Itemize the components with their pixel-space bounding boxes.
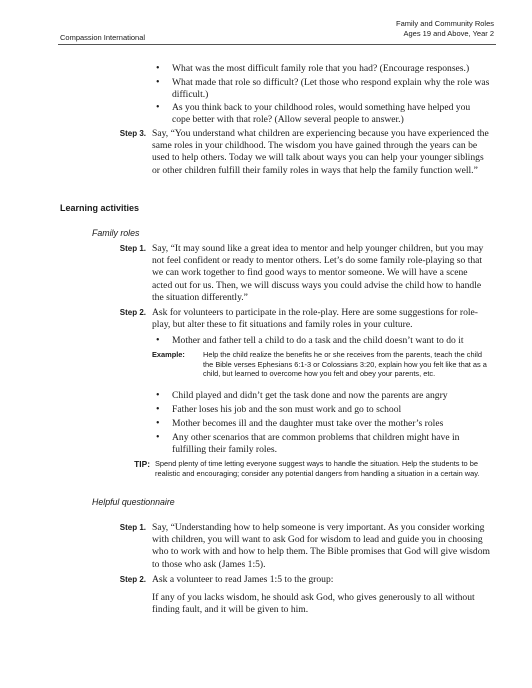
role-play-bullet-4: Mother becomes ill and the daughter must take over the mother’s roles [172,418,444,429]
bullet-icon: • [156,102,160,113]
bullet-icon: • [156,404,160,415]
example-label: Example: [152,350,185,359]
step-label: Step 1. [119,244,146,253]
intro-bullet-1: What was the most difficult family role that you had? (Encourage responses.) [172,63,470,74]
questionnaire-step-1-text: Say, “Understanding how to help someone is very important. As you consider working with children, you will want to ask God for wisdom to lead and guide you in choosing who to work with and how to help them. The Bible promises that God will give wisdom to those who ask (James 1:5). [152,522,490,570]
family-roles-step-1-text: Say, “It may sound like a great idea to mentor and help younger children, but you may not feel confident or ready to mentor others. Let’s do some family role-playing so that we can work together to find good ways to mentor someone. We will have a scene acted out for us. Then, we will discuss ways you could advise the child how to handle the situation differently.” [152,243,484,303]
bullet-icon: • [156,390,160,401]
bullet-icon: • [156,432,160,443]
role-play-bullet-5: Any other scenarios that are common problems that children might have in fulfilling their family roles. [172,432,460,455]
org-name: Compassion International [60,33,146,42]
bullet-icon: • [156,418,160,429]
step-label: Step 3. [119,129,146,138]
intro-bullet-3: As you think back to your childhood roles, would something have helped you cope better with that role? (Allow several people to answer.) [172,102,471,125]
scripture-quote: If any of you lacks wisdom, he should ask God, who gives generously to all without finding fault, and it will be given to him. [152,592,475,616]
intro-bullet-2: What made that role so difficult? (Let those who respond explain why the role was difficult.) [172,77,490,100]
section-heading: Learning activities [60,203,140,213]
title-line-2: Ages 19 and Above, Year 2 [403,29,494,38]
questionnaire-step-2-text: Ask a volunteer to read James 1:5 to the group: [152,574,334,585]
role-play-bullet-3: Father loses his job and the son must work and go to school [172,404,402,415]
bullet-icon: • [156,77,160,88]
bullet-icon: • [156,63,160,74]
subsection-heading: Helpful questionnaire [92,497,175,507]
step-3-text: Say, “You understand what children are experiencing because you have experienced the same roles in your childhood. The wisdom you have gained through the years can be used to help others. Today we will talk about ways you can help your younger siblings or other children fulfill their family roles in ways that help the family function well.” [152,128,489,176]
tip-text: Spend plenty of time letting everyone suggest ways to handle the situation. Help the students to be realistic and encouraging; consider any potential dangers from handling a situation in a certain way. [155,459,480,478]
family-roles-step-2-text: Ask for volunteers to participate in the role-play. Here are some suggestions for role-play, but alter these to fit situations and family roles in your culture. [152,307,478,331]
tip-label: TIP: [134,459,150,469]
subsection-heading: Family roles [92,228,140,238]
title-line-1: Family and Community Roles [396,19,494,28]
role-play-bullet-2: Child played and didn’t get the task done and now the parents are angry [172,390,448,401]
step-label: Step 2. [119,308,146,317]
header-rule [58,44,496,45]
example-text: Help the child realize the benefits he or she receives from the parents, teach the child the Bible verses Ephesians 6:1-3 or Colossians 3:20, explain how you felt like that as a child, but learned to overcome how you felt and obey your parents, etc. [203,350,487,378]
step-label: Step 1. [119,523,146,532]
role-play-bullet-1: Mother and father tell a child to do a task and the child doesn’t want to do it [172,335,464,346]
document-title [396,19,494,39]
bullet-icon: • [156,335,160,346]
step-label: Step 2. [119,575,146,584]
